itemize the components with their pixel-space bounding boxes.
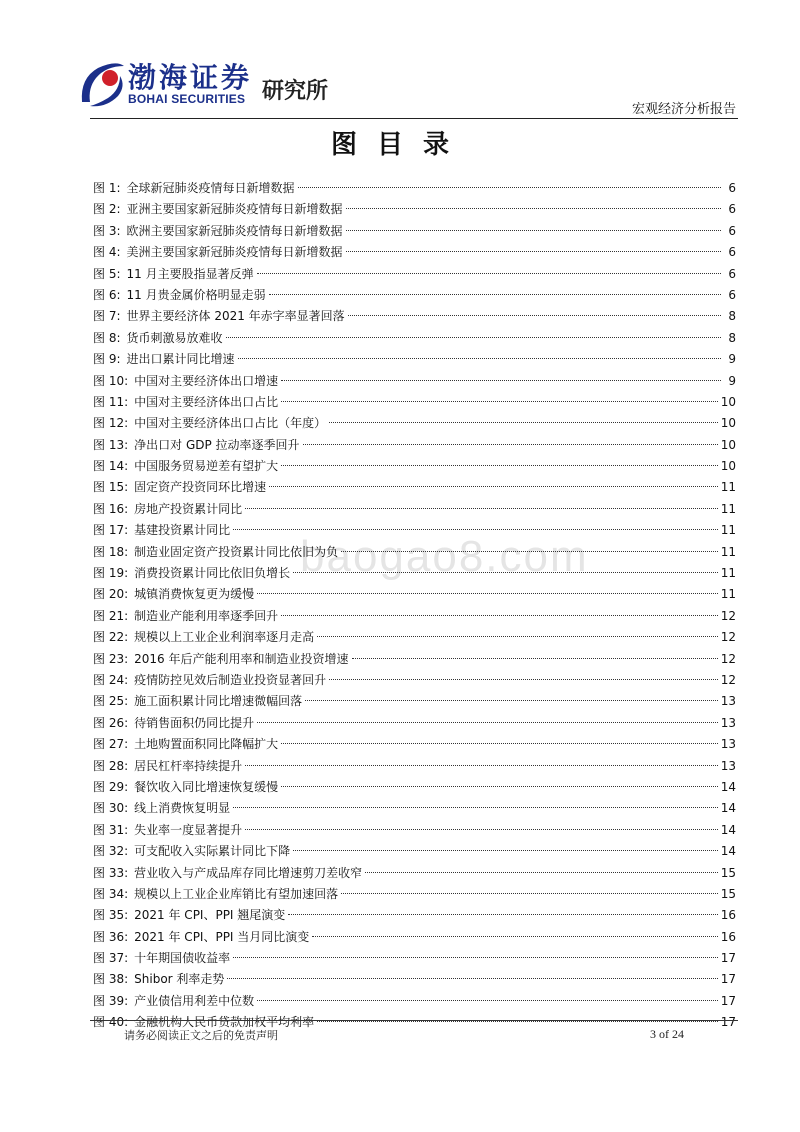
dot-leader (341, 551, 718, 552)
toc-row[interactable] (93, 306, 736, 327)
dot-leader (281, 743, 718, 744)
toc-row[interactable] (93, 584, 736, 605)
figure-caption: 11 月贵金属价格明显走弱 (126, 287, 266, 302)
dot-leader (281, 786, 718, 787)
toc-label (93, 285, 266, 306)
page-number: 3 of 24 (650, 1027, 684, 1041)
dot-leader (281, 465, 718, 466)
figure-number: 图 22: (93, 630, 129, 645)
toc-label (93, 456, 278, 477)
page-ref: 15 (720, 886, 736, 901)
page-ref: 11 (720, 587, 736, 602)
figure-caption: 2021 年 CPI、PPI 翘尾演变 (134, 908, 286, 923)
page-ref: 17 (720, 993, 736, 1008)
bohai-logo-icon (76, 58, 128, 110)
figure-caption: 施工面积累计同比增速微幅回落 (134, 694, 303, 709)
figure-caption: 净出口对 GDP 拉动率逐季回升 (134, 437, 300, 452)
disclaimer: 请务必阅读正文之后的免责声明 (124, 1029, 278, 1042)
toc-label (93, 242, 343, 263)
figure-number: 图 15: (93, 480, 129, 495)
toc-row[interactable] (93, 221, 736, 242)
toc-label (93, 199, 343, 220)
figure-caption: 金融机构人民币贷款加权平均利率 (134, 1015, 315, 1030)
figure-caption: 2021 年 CPI、PPI 当月同比演变 (134, 929, 310, 944)
dot-leader (257, 593, 718, 594)
dot-leader (365, 872, 718, 873)
toc-row[interactable] (93, 371, 736, 392)
figure-caption: 城镇消费恢复更为缓慢 (134, 587, 255, 602)
toc-label (93, 927, 309, 948)
dot-leader (269, 294, 721, 295)
page-ref: 16 (720, 908, 736, 923)
figure-number: 图 4: (93, 245, 121, 260)
page-ref: 11 (720, 566, 736, 581)
institute-name: 研究所 (262, 78, 329, 104)
dot-leader (257, 722, 718, 723)
figure-caption: Shibor 利率走势 (134, 972, 225, 987)
toc-label (93, 670, 326, 691)
toc-row[interactable] (93, 756, 736, 777)
page-ref: 10 (720, 394, 736, 409)
toc-row[interactable] (93, 798, 736, 819)
figure-number: 图 2: (93, 202, 121, 217)
dot-leader (346, 208, 721, 209)
figure-caption: 失业率一度显著提升 (134, 822, 243, 837)
figure-number: 图 28: (93, 758, 129, 773)
toc-row[interactable] (93, 178, 736, 199)
toc-row[interactable] (93, 520, 736, 541)
figure-caption: 营业收入与产成品库存同比增速剪刀差收窄 (134, 865, 363, 880)
figure-caption: 规模以上工业企业库销比有望加速回落 (134, 886, 339, 901)
figure-number: 图 3: (93, 223, 121, 238)
dot-leader (298, 187, 721, 188)
toc-row[interactable] (93, 841, 736, 862)
page-ref: 12 (720, 651, 736, 666)
page-ref: 14 (720, 779, 736, 794)
dot-leader (305, 700, 718, 701)
toc-label (93, 413, 326, 434)
figure-list (93, 178, 736, 1034)
toc-label (93, 584, 254, 605)
page-ref: 6 (728, 202, 736, 217)
dot-leader (346, 251, 721, 252)
toc-row[interactable] (93, 820, 736, 841)
toc-row[interactable] (93, 991, 736, 1012)
figure-caption: 中国对主要经济体出口占比（年度） (134, 416, 327, 431)
toc-row[interactable] (93, 499, 736, 520)
dot-leader (245, 765, 718, 766)
dot-leader (257, 273, 721, 274)
page-ref: 12 (720, 630, 736, 645)
toc-label (93, 777, 278, 798)
toc-row[interactable] (93, 905, 736, 926)
page-ref: 6 (728, 266, 736, 281)
toc-label (93, 756, 242, 777)
figure-number: 图 29: (93, 779, 129, 794)
page-ref: 11 (720, 544, 736, 559)
figure-number: 图 26: (93, 715, 129, 730)
toc-label (93, 563, 290, 584)
toc-label (93, 905, 285, 926)
toc-label (93, 392, 278, 413)
figure-caption: 产业债信用利差中位数 (134, 993, 255, 1008)
figure-number: 图 36: (93, 929, 129, 944)
figure-caption: 全球新冠肺炎疫情每日新增数据 (126, 181, 295, 195)
figure-caption: 土地购置面积同比降幅扩大 (134, 737, 279, 752)
figure-number: 图 11: (93, 394, 129, 409)
toc-row[interactable] (93, 285, 736, 306)
page-ref: 8 (728, 309, 736, 324)
page-ref: 10 (720, 459, 736, 474)
figure-number: 图 24: (93, 672, 129, 687)
figure-caption: 固定资产投资同环比增速 (134, 480, 267, 495)
figure-number: 图 10: (93, 373, 129, 388)
page-ref: 15 (720, 865, 736, 880)
toc-label (93, 606, 278, 627)
toc-label (93, 349, 235, 370)
figure-caption: 进出口累计同比增速 (126, 352, 235, 367)
page-ref: 13 (720, 694, 736, 709)
toc-row[interactable] (93, 863, 736, 884)
toc-label (93, 691, 302, 712)
page-ref: 6 (728, 223, 736, 238)
toc-label (93, 178, 295, 199)
toc-row[interactable] (93, 242, 736, 263)
toc-row[interactable] (93, 264, 736, 285)
watermark: baogao8.com (300, 532, 589, 581)
figure-number: 图 35: (93, 908, 129, 923)
toc-row[interactable] (93, 649, 736, 670)
figure-caption: 居民杠杆率持续提升 (134, 758, 243, 773)
toc-label (93, 969, 224, 990)
figure-number: 图 21: (93, 608, 129, 623)
dot-leader (233, 529, 718, 530)
toc-label (93, 713, 254, 734)
figure-caption: 待销售面积仍同比提升 (134, 715, 255, 730)
toc-label (93, 649, 349, 670)
figure-number: 图 25: (93, 694, 129, 709)
header-divider (90, 118, 738, 119)
page-ref: 17 (720, 951, 736, 966)
dot-leader (257, 1000, 718, 1001)
page-ref: 10 (720, 416, 736, 431)
dot-leader (288, 914, 717, 915)
dot-leader (317, 636, 718, 637)
toc-label (93, 221, 343, 242)
figure-caption: 世界主要经济体 2021 年赤字率显著回落 (126, 309, 345, 324)
figure-number: 图 16: (93, 501, 129, 516)
dot-leader (317, 1021, 718, 1022)
page-ref: 14 (720, 801, 736, 816)
figure-number: 图 17: (93, 523, 129, 538)
company-name-cn: 渤海证券 (128, 61, 253, 94)
toc-label (93, 542, 338, 563)
toc-label (93, 371, 278, 392)
figure-number: 图 19: (93, 566, 129, 581)
page-ref: 12 (720, 672, 736, 687)
figure-caption: 可支配收入实际累计同比下降 (134, 844, 291, 859)
figure-number: 图 31: (93, 822, 129, 837)
toc-row[interactable] (93, 734, 736, 755)
figure-number: 图 5: (93, 266, 121, 281)
figure-number: 图 20: (93, 587, 129, 602)
dot-leader (329, 679, 718, 680)
figure-caption: 中国对主要经济体出口占比 (134, 394, 279, 409)
dot-leader (281, 380, 721, 381)
toc-row[interactable] (93, 435, 736, 456)
page-ref: 12 (720, 608, 736, 623)
page-ref: 13 (720, 758, 736, 773)
dot-leader (281, 615, 718, 616)
page-ref: 6 (728, 245, 736, 260)
toc-label (93, 499, 242, 520)
figure-number: 图 18: (93, 544, 129, 559)
figure-caption: 中国服务贸易逆差有望扩大 (134, 459, 279, 474)
toc-label (93, 734, 278, 755)
figure-number: 图 6: (93, 287, 121, 302)
toc-label (93, 820, 242, 841)
toc-row[interactable] (93, 691, 736, 712)
page-title: 图目录 (330, 130, 469, 160)
toc-row[interactable] (93, 777, 736, 798)
figure-caption: 基建投资累计同比 (134, 523, 231, 538)
toc-row[interactable] (93, 349, 736, 370)
dot-leader (293, 572, 718, 573)
figure-number: 图 33: (93, 865, 129, 880)
toc-row[interactable] (93, 948, 736, 969)
figure-number: 图 23: (93, 651, 129, 666)
toc-label (93, 627, 314, 648)
toc-row[interactable] (93, 328, 736, 349)
toc-label (93, 520, 230, 541)
page-ref: 8 (728, 330, 736, 345)
toc-row[interactable] (93, 392, 736, 413)
dot-leader (245, 829, 718, 830)
dot-leader (245, 508, 718, 509)
toc-row[interactable] (93, 606, 736, 627)
toc-row[interactable] (93, 542, 736, 563)
figure-caption: 亚洲主要国家新冠肺炎疫情每日新增数据 (126, 202, 343, 217)
dot-leader (233, 957, 718, 958)
figure-caption: 疫情防控见效后制造业投资显著回升 (134, 672, 327, 687)
report-header (0, 0, 800, 120)
figure-number: 图 1: (93, 181, 121, 195)
figure-caption: 11 月主要股指显著反弹 (126, 266, 254, 281)
figure-caption: 美洲主要国家新冠肺炎疫情每日新增数据 (126, 245, 343, 260)
toc-label (93, 435, 300, 456)
dot-leader (233, 807, 718, 808)
page-ref: 13 (720, 737, 736, 752)
toc-row[interactable] (93, 563, 736, 584)
figure-caption: 消费投资累计同比依旧负增长 (134, 566, 291, 581)
toc-row[interactable] (93, 927, 736, 948)
toc-row[interactable] (93, 713, 736, 734)
toc-row[interactable] (93, 969, 736, 990)
page-ref: 11 (720, 480, 736, 495)
figure-number: 图 34: (93, 886, 129, 901)
toc-label (93, 884, 338, 905)
page-ref: 11 (720, 501, 736, 516)
toc-label (93, 991, 254, 1012)
figure-number: 图 8: (93, 330, 121, 345)
toc-label (93, 798, 230, 819)
page-ref: 14 (720, 822, 736, 837)
figure-caption: 餐饮收入同比增速恢复缓慢 (134, 779, 279, 794)
page-ref: 14 (720, 844, 736, 859)
toc-row[interactable] (93, 477, 736, 498)
dot-leader (269, 486, 718, 487)
page-ref: 11 (720, 523, 736, 538)
figure-caption: 2016 年后产能利用率和制造业投资增速 (134, 651, 349, 666)
dot-leader (312, 936, 717, 937)
figure-caption: 制造业固定资产投资累计同比依旧为负 (134, 544, 339, 559)
dot-leader (348, 315, 721, 316)
company-name-en: BOHAI SECURITIES (128, 92, 246, 106)
figure-number: 图 14: (93, 459, 129, 474)
figure-caption: 欧洲主要国家新冠肺炎疫情每日新增数据 (126, 223, 343, 238)
dot-leader (293, 850, 718, 851)
figure-caption: 房地产投资累计同比 (134, 501, 243, 516)
page-ref: 6 (728, 181, 736, 195)
figure-caption: 中国对主要经济体出口增速 (134, 373, 279, 388)
dot-leader (226, 337, 721, 338)
figure-caption: 规模以上工业企业利润率逐月走高 (134, 630, 315, 645)
page-ref: 6 (728, 287, 736, 302)
figure-number: 图 12: (93, 416, 129, 431)
footer-divider (90, 1020, 738, 1021)
toc-row[interactable] (93, 627, 736, 648)
page-ref: 17 (720, 972, 736, 987)
dot-leader (352, 658, 718, 659)
dot-leader (329, 422, 718, 423)
figure-number: 图 38: (93, 972, 129, 987)
page-ref: 10 (720, 437, 736, 452)
toc-row[interactable] (93, 456, 736, 477)
toc-label (93, 306, 345, 327)
figure-caption: 十年期国债收益率 (134, 951, 231, 966)
figure-number: 图 7: (93, 309, 121, 324)
toc-row[interactable] (93, 199, 736, 220)
figure-number: 图 32: (93, 844, 129, 859)
toc-row[interactable] (93, 884, 736, 905)
page-ref: 16 (720, 929, 736, 944)
toc-label (93, 841, 290, 862)
figure-caption: 制造业产能利用率逐季回升 (134, 608, 279, 623)
toc-row[interactable] (93, 413, 736, 434)
dot-leader (227, 978, 717, 979)
dot-leader (303, 444, 718, 445)
figure-caption: 货币刺激易放难收 (126, 330, 223, 345)
page-ref: 9 (728, 373, 736, 388)
page-ref: 13 (720, 715, 736, 730)
dot-leader (281, 401, 718, 402)
dot-leader (341, 893, 718, 894)
figure-caption: 线上消费恢复明显 (134, 801, 231, 816)
toc-label (93, 264, 254, 285)
toc-label (93, 477, 266, 498)
figure-number: 图 13: (93, 437, 129, 452)
figure-number: 图 40: (93, 1015, 129, 1030)
figure-number: 图 9: (93, 352, 121, 367)
page-ref: 9 (728, 352, 736, 367)
toc-label (93, 863, 362, 884)
dot-leader (238, 358, 721, 359)
report-type: 宏观经济分析报告 (631, 102, 736, 117)
figure-number: 图 39: (93, 993, 129, 1008)
figure-number: 图 30: (93, 801, 129, 816)
figure-number: 图 27: (93, 737, 129, 752)
toc-label (93, 948, 230, 969)
figure-number: 图 37: (93, 951, 129, 966)
toc-label (93, 328, 223, 349)
page-ref: 17 (720, 1015, 736, 1030)
dot-leader (346, 230, 721, 231)
toc-row[interactable] (93, 670, 736, 691)
